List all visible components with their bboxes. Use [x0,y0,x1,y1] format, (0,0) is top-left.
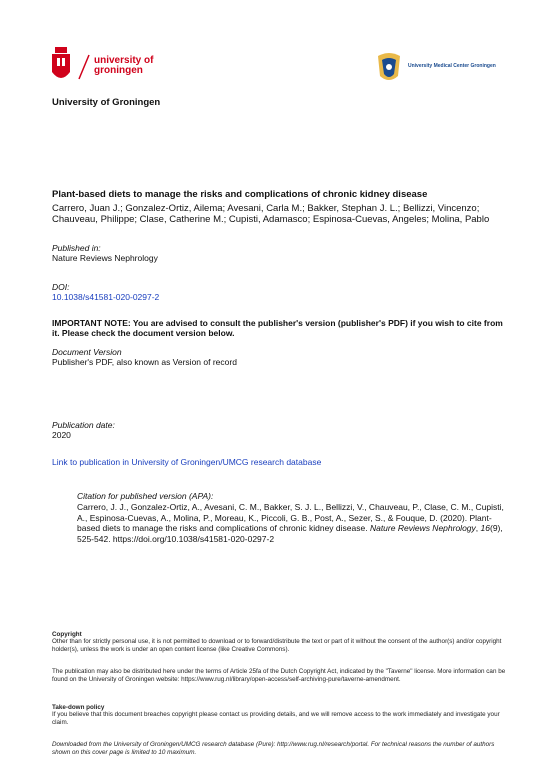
download-notice: Downloaded from the University of Groningen/UMCG research database (Pure): http://www.rug.nl/research/portal. For technical reasons the number of authors shown on this cover page is limited to 10 maximum. [52,741,495,756]
crest-icon [50,44,72,86]
umcg-logo [374,50,500,86]
copyright-body: Other than for strictly personal use, it is not permitted to download or to forward/distribute the text or part of it without the consent of the author(s) and/or copyright holder(s), unless the work is under an open content license (like Creative Commons). [52,638,502,653]
author-list: Carrero, Juan J.; Gonzalez-Ortiz, Ailema; Avesani, Carla M.; Bakker, Stephan J. L.; Bellizzi, Vincenzo; Chauveau, Philippe; Clase, Catherine M.; Cupisti, Adamasco; Espinosa-Cuevas, Angeles; Molina, Pablo [52,203,490,225]
institution-name: University of Groningen [52,97,161,108]
citation-part3: (9), 525-542. https://doi.org/10.1038/s41581-020-0297-2 [77,523,503,544]
document-version-value: Publisher's PDF, also known as Version of record [52,357,237,367]
citation-label: Citation for published version (APA): [77,491,214,501]
doi-link[interactable]: 10.1038/s41581-020-0297-2 [52,292,160,302]
citation-part2: , [475,523,481,533]
important-note: IMPORTANT NOTE: You are advised to consult the publisher's version (publisher's PDF) if you wish to cite from it. Please check the document version below. [52,318,503,338]
publication-title: Plant-based diets to manage the risks and complications of chronic kidney disease [52,189,428,200]
citation-part1: Carrero, J. J., Gonzalez-Ortiz, A., Avesani, C. M., Bakker, S. J. L., Bellizzi, V., Chauveau, P., Clase, C. M., Cupisti, A., Espinosa-Cuevas, A., Molina, P., Moreau, K., Piccoli, G. B., Post, A., Sezer, S., & Fouque, D. (2020). Plant-based diets to manage the risks and complications of chronic kidney disease. [77,502,504,533]
takedown-heading: Take-down policy [52,704,105,711]
research-database-link[interactable]: Link to publication in University of Groningen/UMCG research database [52,457,322,467]
university-of-groningen-logo [50,44,160,86]
publication-date-value: 2020 [52,430,71,440]
citation-volume: 16 [480,523,490,533]
copyright-heading: Copyright [52,631,82,638]
document-version-label: Document Version [52,347,122,357]
takedown-body: If you believe that this document breaches copyright please contact us providing details, and we will remove access to the work immediately and investigate your claim. [52,711,500,726]
umcg-logo-text: University Medical Center Groningen [408,63,496,69]
umcg-mark-icon [374,50,404,84]
publication-date-label: Publication date: [52,420,115,430]
citation-text [77,502,507,544]
published-in-value: Nature Reviews Nephrology [52,253,158,263]
doi-label: DOI: [52,282,70,292]
slash-icon [77,54,91,80]
rug-logo-line1: university of [94,55,154,66]
distribution-body: The publication may also be distributed here under the terms of Article 25fa of the Dutch Copyright Act, indicated by the "Taverne" license. More information can be found on the University of Groningen website: https://www.rug.nl/library/open-access/self-archiving-pure/taverne-amendment. [52,668,506,683]
citation-journal: Nature Reviews Nephrology [369,523,476,533]
published-in-label: Published in: [52,243,101,253]
rug-logo-line2: groningen [94,65,143,76]
